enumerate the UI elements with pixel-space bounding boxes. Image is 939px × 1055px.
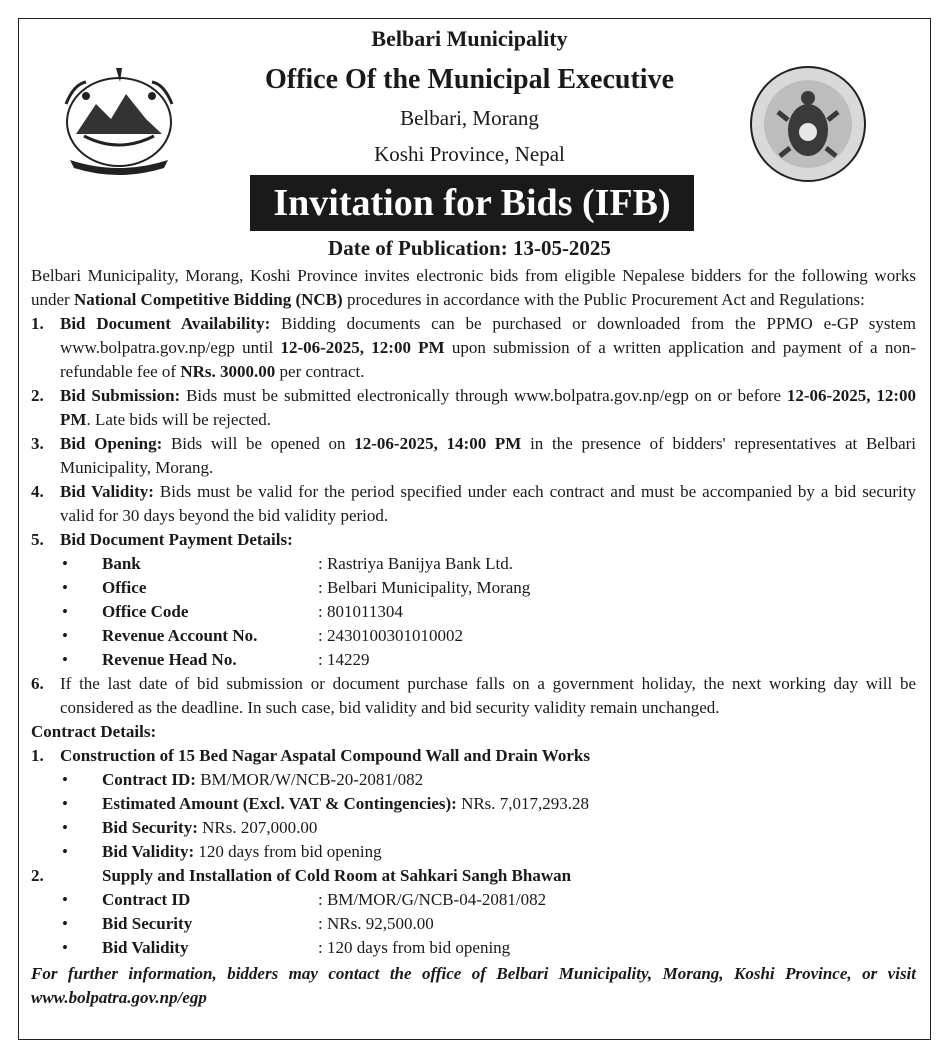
bullet: •: [62, 626, 68, 645]
payment-label: Bank: [102, 554, 141, 573]
contract-value: 120 days from bid opening: [194, 842, 382, 861]
clause-number: 2.: [31, 386, 44, 405]
payment-value: : Belbari Municipality, Morang: [318, 578, 531, 597]
office-name: Office Of the Municipal Executive: [264, 64, 675, 95]
bullet: •: [62, 818, 68, 837]
clause-text: per contract.: [275, 362, 365, 381]
contract-1-title: [31, 744, 916, 768]
payment-row: [31, 576, 916, 600]
municipality-name: Belbari Municipality: [371, 26, 568, 51]
bullet: •: [62, 578, 68, 597]
contract-label: Contract ID: [102, 890, 191, 909]
publication-date: Date of Publication: 13-05-2025: [328, 236, 611, 260]
contract-row: [31, 768, 916, 792]
intro-text-1: Belbari Municipality, Morang, Koshi Province invites electronic bids from eligible Nepalese bidders for the following works under: [31, 266, 916, 309]
payment-row: [31, 624, 916, 648]
payment-label: Office Code: [102, 602, 189, 621]
clause-number: 4.: [31, 482, 44, 501]
payment-value: : 14229: [318, 650, 370, 669]
clause-5: [31, 528, 916, 552]
contract-row: [31, 888, 916, 912]
intro-ncb: National Competitive Bidding (NCB): [73, 290, 343, 309]
intro-paragraph: [31, 264, 916, 312]
contract-label: Bid Security: [102, 914, 193, 933]
intro-text-2: procedures in accordance with the Public Procurement Act and Regulations:: [342, 290, 865, 309]
bullet: •: [62, 794, 68, 813]
contract-value: NRs. 7,017,293.28: [456, 794, 590, 813]
contract-row: [31, 912, 916, 936]
clause-title: Bid Submission:: [60, 386, 181, 405]
clause-number: 5.: [31, 530, 44, 549]
contract-value: NRs. 207,000.00: [197, 818, 318, 837]
clause-title: Bid Opening:: [60, 434, 163, 453]
contract-label: Bid Validity:: [102, 842, 195, 861]
contract-label: Bid Security:: [102, 818, 198, 837]
clause-number: 6.: [31, 674, 44, 693]
clause-title: Bid Document Availability:: [60, 314, 271, 333]
clause-text: Bids must be valid for the period specified under each contract and must be accompanied by a bid security valid for 30 days beyond the bid validity period.: [60, 482, 917, 525]
contract-label: Bid Validity: [102, 938, 189, 957]
bullet: •: [62, 554, 68, 573]
payment-value: : Rastriya Banijya Bank Ltd.: [318, 554, 513, 573]
clause-title: Bid Document Payment Details:: [60, 530, 293, 549]
payment-row: [31, 552, 916, 576]
belbari-municipality-seal-logo: [748, 64, 868, 184]
contract-row: [31, 936, 916, 960]
bullet: •: [62, 650, 68, 669]
clause-3: [31, 432, 916, 480]
contract-row: [31, 840, 916, 864]
contract-label: Contract ID:: [102, 770, 196, 789]
payment-row: [31, 648, 916, 672]
contract-value: : BM/MOR/G/NCB-04-2081/082: [318, 890, 547, 909]
contract-row: [31, 792, 916, 816]
office-province: Koshi Province, Nepal: [374, 142, 565, 166]
payment-label: Revenue Head No.: [102, 650, 237, 669]
clause-1: [31, 312, 916, 384]
contract-2-title: [31, 864, 916, 888]
clause-fee: NRs. 3000.00: [180, 362, 276, 381]
payment-label: Office: [102, 578, 147, 597]
nepal-emblem-logo: [56, 64, 182, 176]
clause-deadline: 12-06-2025, 12:00 PM: [60, 386, 916, 429]
bullet: •: [62, 914, 68, 933]
clause-text: in the presence of bidders' representatives at Belbari Municipality, Morang.: [60, 434, 916, 477]
contract-value: BM/MOR/W/NCB-20-2081/082: [195, 770, 424, 789]
contract-row: [31, 816, 916, 840]
contract-number: 1.: [31, 746, 44, 765]
clause-text: . Late bids will be rejected.: [86, 410, 272, 429]
bullet: •: [62, 842, 68, 861]
clause-2: [31, 384, 916, 432]
payment-label: Revenue Account No.: [102, 626, 258, 645]
payment-row: [31, 600, 916, 624]
clause-text: Bids must be submitted electronically through www.bolpatra.gov.np/egp on or before: [180, 386, 787, 405]
clause-text: If the last date of bid submission or document purchase falls on a government holiday, the next working day will be considered as the deadline. In such case, bid validity and bid security validity remain unchanged.: [60, 674, 916, 717]
payment-value: : 2430100301010002: [318, 626, 463, 645]
clause-4: [31, 480, 916, 528]
clause-text: Bidding documents can be purchased or downloaded from the PPMO e-GP system www.bolpatra.gov.np/egp until: [60, 314, 916, 357]
clause-title: Bid Validity:: [60, 482, 154, 501]
bullet: •: [62, 938, 68, 957]
contract-label: Estimated Amount (Excl. VAT & Contingencies):: [102, 794, 457, 813]
bullet: •: [62, 890, 68, 909]
clause-number: 1.: [31, 314, 44, 333]
clause-number: 3.: [31, 434, 44, 453]
office-location: Belbari, Morang: [400, 106, 539, 130]
clause-text: Bids will be opened on: [162, 434, 355, 453]
contract-number: 2.: [31, 866, 44, 885]
payment-value: : 801011304: [318, 602, 403, 621]
contract-value: : NRs. 92,500.00: [318, 914, 434, 933]
notice-body: [31, 264, 916, 1010]
clause-deadline: 12-06-2025, 12:00 PM: [280, 338, 445, 357]
bullet: •: [62, 770, 68, 789]
bullet: •: [62, 602, 68, 621]
clause-opening-time: 12-06-2025, 14:00 PM: [354, 434, 522, 453]
contract-title: Construction of 15 Bed Nagar Aspatal Compound Wall and Drain Works: [60, 746, 590, 765]
clause-6: [31, 672, 916, 720]
contract-title: Supply and Installation of Cold Room at Sahkari Sangh Bhawan: [102, 866, 572, 885]
contract-value: : 120 days from bid opening: [318, 938, 511, 957]
clause-text: upon submission of a written application and payment of a non-refundable fee of: [60, 338, 916, 381]
footer-note: For further information, bidders may contact the office of Belbari Municipality, Morang, Koshi Province, or visit www.bolpatra.gov.np/egp: [31, 964, 916, 1007]
contract-details-heading: Contract Details:: [31, 722, 157, 741]
ifb-banner: Invitation for Bids (IFB): [250, 175, 694, 231]
